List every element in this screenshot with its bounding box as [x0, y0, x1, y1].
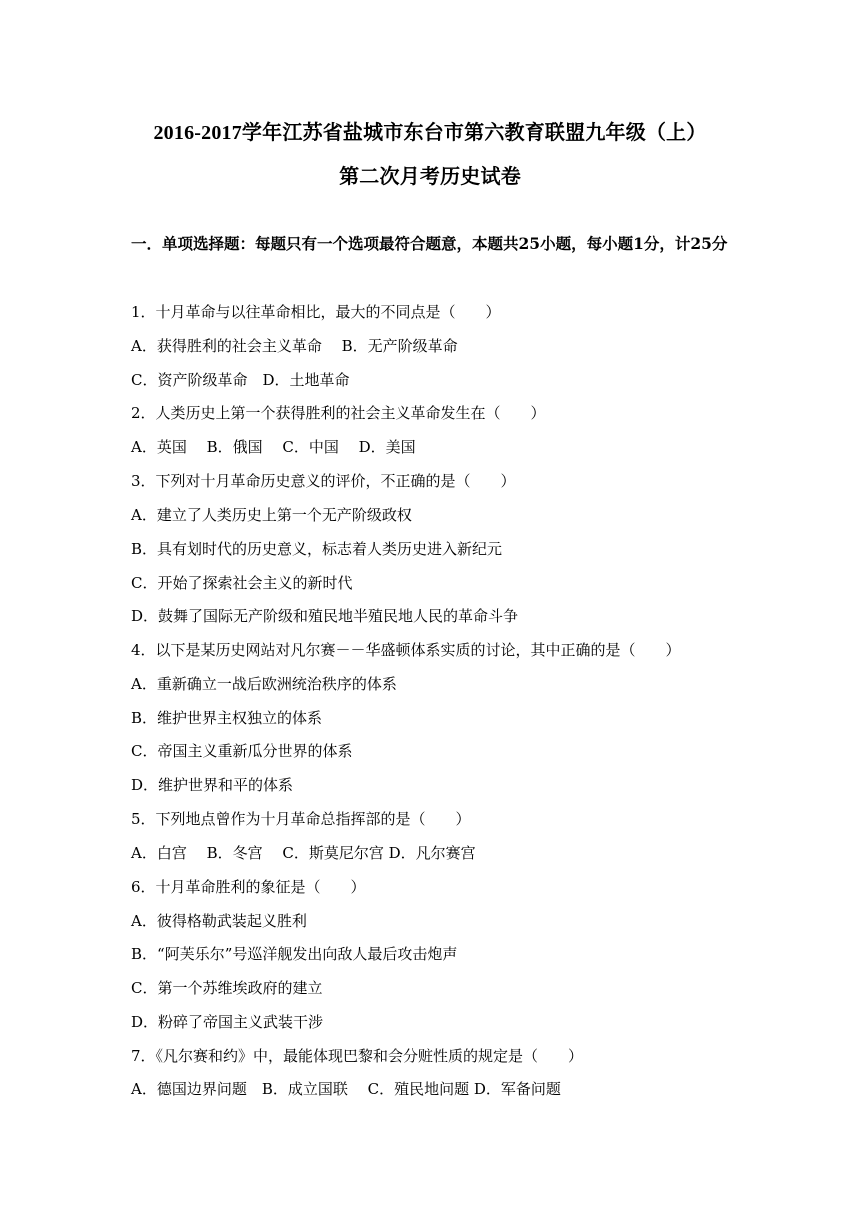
question-line: B．“阿芙乐尔”号巡洋舰发出向敌人最后攻击炮声: [131, 945, 458, 963]
question-line: 4．以下是某历史网站对凡尔赛－－华盛顿体系实质的讨论，其中正确的是（ ）: [131, 641, 681, 659]
question-line: 5．下列地点曾作为十月革命总指挥部的是（ ）: [131, 810, 471, 828]
question-line: D．粉碎了帝国主义武装干涉: [131, 1013, 324, 1031]
question-line: D．维护世界和平的体系: [131, 776, 294, 794]
question-line: A．重新确立一战后欧洲统治秩序的体系: [131, 675, 397, 693]
question-line: A．彼得格勒武装起义胜利: [131, 912, 307, 930]
question-line: 6．十月革命胜利的象征是（ ）: [131, 878, 366, 896]
question-line: A．获得胜利的社会主义革命 B．无产阶级革命: [131, 337, 458, 355]
question-line: 3．下列对十月革命历史意义的评价，不正确的是（ ）: [131, 472, 516, 490]
question-line: B．维护世界主权独立的体系: [131, 709, 323, 727]
page-title-line-1: 2016-2017学年江苏省盐城市东台市第六教育联盟九年级（上）: [153, 122, 707, 144]
question-line: C．帝国主义重新瓜分世界的体系: [131, 742, 353, 760]
page-title-line-2: 第二次月考历史试卷: [339, 166, 521, 188]
question-line: B．具有划时代的历史意义，标志着人类历史进入新纪元: [131, 540, 503, 558]
question-line: D．鼓舞了国际无产阶级和殖民地半殖民地人民的革命斗争: [131, 607, 519, 625]
question-line: A．德国边界问题 B．成立国联 C．殖民地问题 D．军备问题: [131, 1080, 561, 1098]
question-line: C．第一个苏维埃政府的建立: [131, 979, 323, 997]
question-line: C．开始了探索社会主义的新时代: [131, 574, 353, 592]
question-line: C．资产阶级革命 D．土地革命: [131, 371, 350, 389]
question-line: A．英国 B．俄国 C．中国 D．美国: [131, 438, 416, 456]
question-line: 2．人类历史上第一个获得胜利的社会主义革命发生在（ ）: [131, 404, 546, 422]
question-line: A．建立了人类历史上第一个无产阶级政权: [131, 506, 412, 524]
question-line: 1．十月革命与以往革命相比，最大的不同点是（ ）: [131, 303, 501, 321]
question-line: 7．《凡尔赛和约》中，最能体现巴黎和会分赃性质的规定是（ ）: [131, 1047, 584, 1065]
section-heading: 一．单项选择题：每题只有一个选项最符合题意，本题共25小题，每小题1分，计25分: [131, 234, 728, 253]
question-line: A．白宫 B．冬宫 C．斯莫尼尔宫 D．凡尔赛宫: [131, 844, 476, 862]
